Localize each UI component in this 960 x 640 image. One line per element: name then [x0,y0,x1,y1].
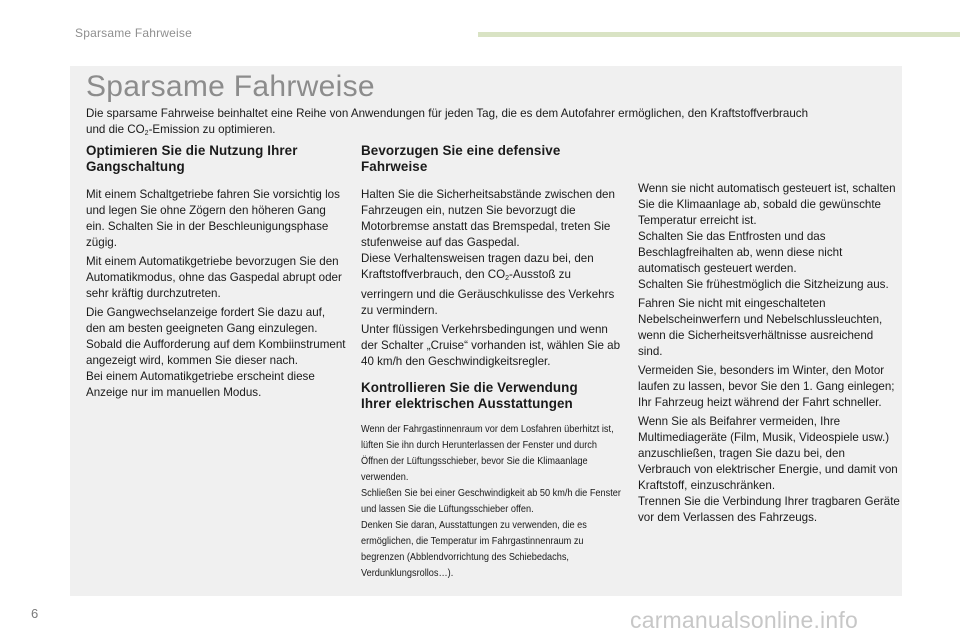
heading-line: Gangschaltung [86,159,185,174]
heading-line: Kontrollieren Sie die Verwendung [361,380,578,395]
heading-line: Ihrer elektrischen Ausstattungen [361,396,573,411]
text-run: Diese Verhaltensweisen tragen dazu bei, den Kraftstoffverbrauch, den CO [361,252,594,281]
text-run: -Ausstoß zu verringern und die Geräuschkulisse des Verkehrs zu vermindern. [361,268,615,317]
watermark-text: carmanualsonline.info [630,607,858,633]
page-title: Sparsame Fahrweise [86,70,375,103]
intro-line-1: Die sparsame Fahrweise beinhaltet eine Reihe von Anwendungen für jeden Tag, die es dem Autofahrer ermöglichen, den Kraftstoffverbrauch [86,107,809,120]
intro-subscript: 2 [144,130,149,137]
column-ausstattungen-continued [638,181,900,529]
paragraph-small: Wenn der Fahrgastinnenraum vor dem Losfahren überhitzt ist, lüften Sie ihn durch Herunterlassen der Fenster und durch Öffnen der Lüftungsschieber, bevor Sie die Klimaanlage verwenden. [361,424,614,483]
column-gangschaltung [86,143,346,404]
paragraph: Fahren Sie nicht mit eingeschalteten Nebelscheinwerfern und Nebelschlussleuchten, wenn die Sicherheitsverhältnisse ausreichend sind. [638,297,883,358]
intro-paragraph [86,106,886,142]
paragraph-small: Schließen Sie bei einer Geschwindigkeit ab 50 km/h die Fenster und lassen Sie die Lüftungsschieber offen. [361,488,621,515]
intro-line-2-before: und die CO [86,123,145,136]
paragraph: Halten Sie die Sicherheitsabstände zwischen den Fahrzeugen ein, nutzen Sie bevorzugt die Motorbremse anstatt das Bremspedal, treten Sie stufenweise auf das Gaspedal. [361,188,615,249]
section-heading-fahrweise [361,143,623,175]
paragraph-small: Denken Sie daran, Ausstattungen zu verwenden, die es ermöglichen, die Temperatur im Fahrgastinnenraum zu begrenzen (Abblendvorrichtung des Schiebedachs, Verdunklungsrollos…). [361,520,587,579]
paragraph: Schalten Sie das Entfrosten und das Beschlagfreihalten ab, wenn diese nicht automatisch gesteuert werden. [638,230,843,275]
heading-line: Bevorzugen Sie eine defensive [361,143,561,158]
page-number: 6 [31,606,39,621]
paragraph: Die Gangwechselanzeige fordert Sie dazu auf, den am besten geeigneten Gang einzulegen. Sobald die Aufforderung auf dem Kombiinstrument angezeigt wird, kommen Sie dieser nach. [86,306,346,367]
paragraph [361,251,623,319]
paragraph: Mit einem Automatikgetriebe bevorzugen Sie den Automatikmodus, ohne das Gaspedal abrupt oder sehr kräftig durchzutreten. [86,255,342,300]
paragraph: Unter flüssigen Verkehrsbedingungen und wenn der Schalter „Cruise“ vorhanden ist, wählen Sie ab 40 km/h den Geschwindigkeitsregler. [361,323,621,368]
section-heading-ausstattungen [361,380,623,412]
paragraph: Trennen Sie die Verbindung Ihrer tragbaren Geräte vor dem Verlassen des Fahrzeugs. [638,495,900,524]
running-header-title: Sparsame Fahrweise [75,26,192,40]
column-fahrweise [361,143,623,582]
header-rule [478,32,960,37]
paragraph: Bei einem Automatikgetriebe erscheint diese Anzeige nur im manuellen Modus. [86,370,315,399]
paragraph: Vermeiden Sie, besonders im Winter, den Motor laufen zu lassen, bevor Sie den 1. Gang einlegen; Ihr Fahrzeug heizt während der Fahrt schneller. [638,364,895,409]
paragraph: Wenn Sie als Beifahrer vermeiden, Ihre Multimediageräte (Film, Musik, Videospiele usw.) anzuschließen, tragen Sie dazu bei, den Verbrauch von elektrischer Energie, und damit von Kraftstoff, einzuschränken. [638,415,898,492]
heading-line: Fahrweise [361,159,428,174]
paragraph: Schalten Sie frühestmöglich die Sitzheizung aus. [638,278,889,291]
paragraph: Mit einem Schaltgetriebe fahren Sie vorsichtig los und legen Sie ohne Zögern den höheren Gang ein. Schalten Sie in der Beschleunigungsphase zügig. [86,188,340,249]
intro-line-2-after: -Emission zu optimieren. [148,123,276,136]
heading-line: Optimieren Sie die Nutzung Ihrer [86,143,298,158]
paragraph: Wenn sie nicht automatisch gesteuert ist, schalten Sie die Klimaanlage ab, sobald die gewünschte Temperatur erreicht ist. [638,182,896,227]
subscript: 2 [505,275,510,282]
section-heading-gangschaltung [86,143,346,175]
